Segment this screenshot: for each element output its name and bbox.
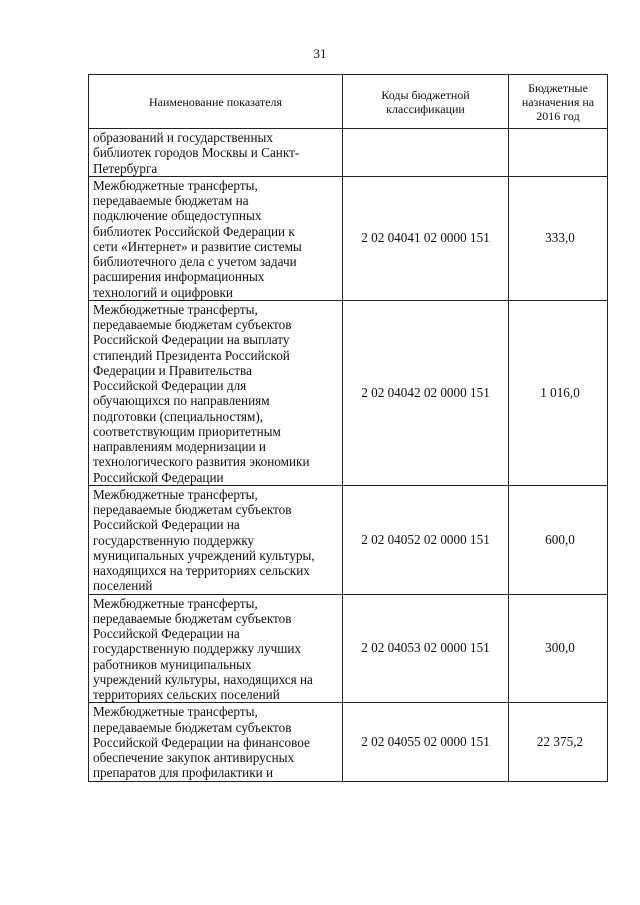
table-header-row <box>89 75 608 129</box>
table-row <box>89 485 608 594</box>
header-budget-code: Коды бюджетной классификации <box>343 75 509 129</box>
budget-amount-cell <box>509 129 608 177</box>
budget-amount-cell: 333,0 <box>509 176 608 300</box>
table-row <box>89 176 608 300</box>
budget-code-cell: 2 02 04041 02 0000 151 <box>343 176 509 300</box>
table-row <box>89 129 608 177</box>
table-row <box>89 703 608 781</box>
budget-amount-cell: 600,0 <box>509 485 608 594</box>
budget-amount-cell: 22 375,2 <box>509 703 608 781</box>
page-number: 31 <box>313 46 327 61</box>
indicator-name-cell: Межбюджетные трансферты, передаваемые бюджетам субъектов Российской Федерации на государственную поддержку лучших работников муниципальных учреждений культуры, находящихся на территориях сельских поселений <box>89 594 343 703</box>
indicator-name-cell: Межбюджетные трансферты, передаваемые бюджетам субъектов Российской Федерации на финансовое обеспечение закупок антивирусных препаратов для профилактики и <box>89 703 343 781</box>
table-row <box>89 300 608 485</box>
budget-code-cell: 2 02 04055 02 0000 151 <box>343 703 509 781</box>
indicator-name-cell: Межбюджетные трансферты, передаваемые бюджетам на подключение общедоступных библиотек Российской Федерации к сети «Интернет» и развитие системы библиотечного дела с учетом задачи расширения информационных технологий и оцифровки <box>89 176 343 300</box>
indicator-name-cell: Межбюджетные трансферты, передаваемые бюджетам субъектов Российской Федерации на выплату стипендий Президента Российской Федерации и Правительства Российской Федерации для обучающихся по направлениям подготовки (специальностям), соответствующим приоритетным направлениям модернизации и технологического развития экономики Российской Федерации <box>89 300 343 485</box>
table-body <box>89 129 608 782</box>
budget-code-cell: 2 02 04053 02 0000 151 <box>343 594 509 703</box>
header-budget-amount: Бюджетные назначения на 2016 год <box>509 75 608 129</box>
budget-table <box>88 74 608 782</box>
table-row <box>89 594 608 703</box>
budget-amount-cell: 1 016,0 <box>509 300 608 485</box>
budget-code-cell <box>343 129 509 177</box>
budget-code-cell: 2 02 04052 02 0000 151 <box>343 485 509 594</box>
indicator-name-cell: образований и государственных библиотек городов Москвы и Санкт- Петербурга <box>89 129 343 177</box>
header-indicator-name: Наименование показателя <box>89 75 343 129</box>
indicator-name-cell: Межбюджетные трансферты, передаваемые бюджетам субъектов Российской Федерации на государственную поддержку муниципальных учреждений культуры, находящихся на территориях сельских поселений <box>89 485 343 594</box>
budget-amount-cell: 300,0 <box>509 594 608 703</box>
budget-code-cell: 2 02 04042 02 0000 151 <box>343 300 509 485</box>
